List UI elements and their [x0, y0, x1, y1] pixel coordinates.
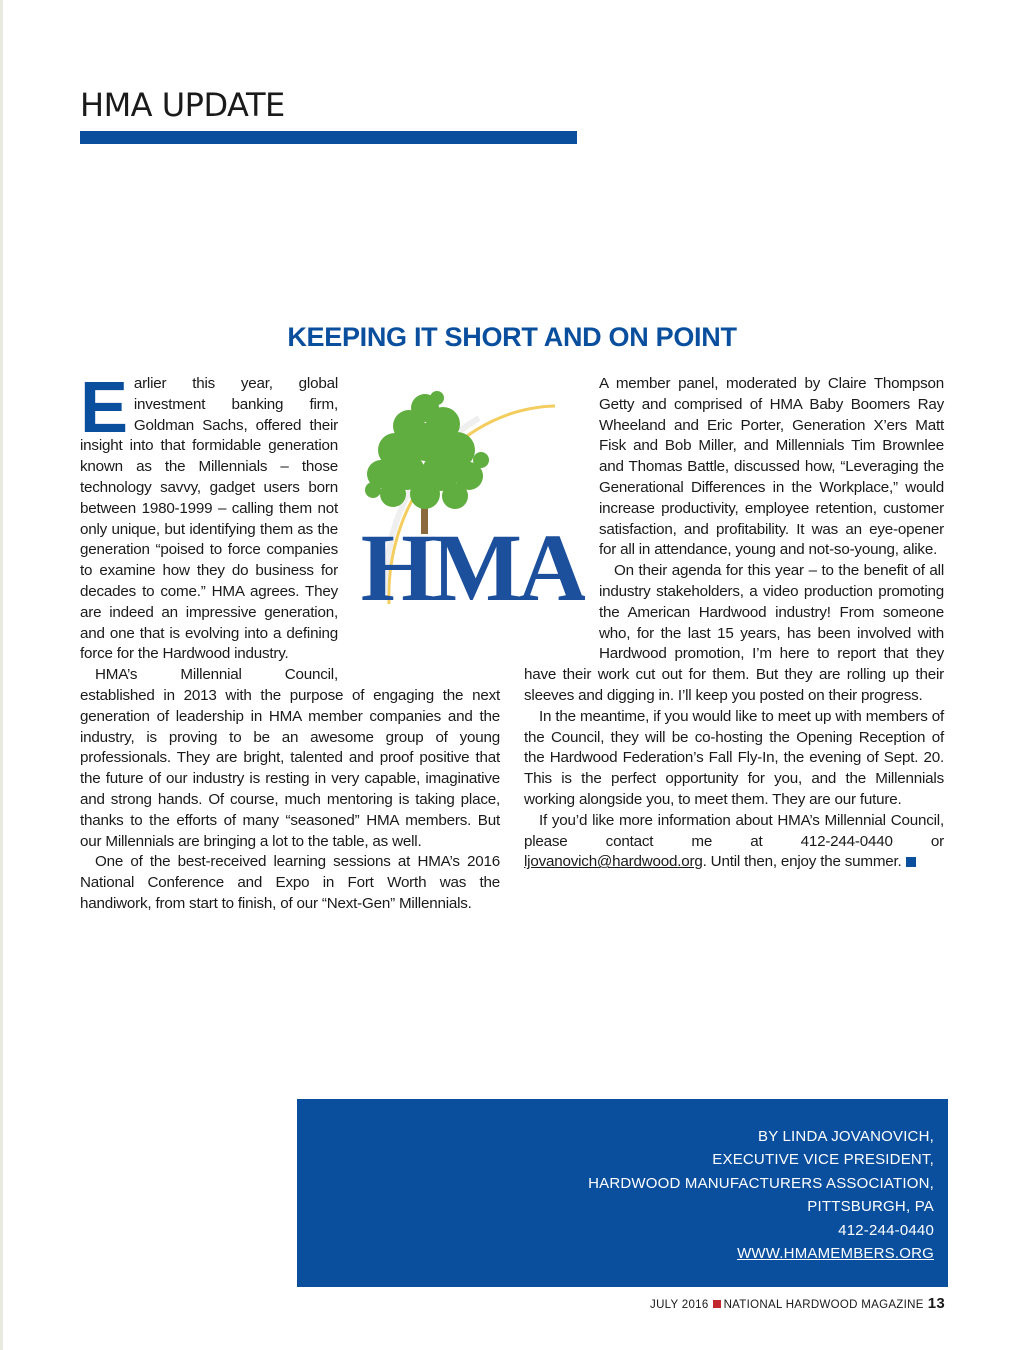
end-mark-icon — [906, 857, 916, 867]
article-paragraph: In the meantime, if you would like to meet up with members of the Council, they will be co-hosting the Opening Reception of the Hardwood Federation’s Fall Fly-In, the evening of Sept. 20. This is the perfect opportunity for you, and the Millennials working alongside you, to meet them. They are our future. — [524, 707, 944, 808]
page-edge — [0, 0, 3, 1350]
closing-text: If you’d like more information about HMA’s Millennial Council, please contact me at 412-244-0440 or — [524, 811, 944, 850]
page-number: 13 — [927, 1295, 945, 1312]
email-link[interactable]: ljovanovich@hardwood.org — [524, 853, 703, 871]
paragraph-text: arlier this year, global investment banking firm, Goldman Sachs, offered their insight into that formidable generation known as the Millennials – those technology savvy, gadget users born between 1980-1999 – calling them not only unique, but identifying them as the generation “poised to force companies to examine how they do business for decades to come.” HMA agrees. They are indeed an impressive generation, and one that is evolving into a defining force for the Hardwood industry. — [80, 375, 338, 663]
closing-text-end: . Until then, enjoy the summer. — [702, 853, 902, 871]
article-paragraph — [524, 811, 944, 873]
author-byline — [588, 1125, 934, 1265]
drop-cap: E — [80, 368, 128, 448]
section-title: HMA UPDATE — [80, 86, 285, 124]
article-paragraph: On their agenda for this year – to the benefit of all industry stakeholders, a video production promoting the American Hardwood industry! From someone who, for the last 15 years, has been involved with Hardwood promotion, I’m here to report that they have their work cut out for them. But they are rolling up their sleeves and digging in. I’ll keep you posted on their progress. — [524, 562, 944, 704]
footer-date: JULY 2016 — [650, 1299, 709, 1311]
logo-text: HMA — [360, 514, 584, 614]
footer-publication: NATIONAL HARDWOOD MAGAZINE — [723, 1299, 924, 1311]
website-link[interactable]: WWW.HMAMEMBERS.ORG — [737, 1245, 934, 1263]
logo-tree — [365, 391, 489, 534]
byline-line: HARDWOOD MANUFACTURERS ASSOCIATION, — [588, 1174, 934, 1192]
author-byline-box — [297, 1099, 948, 1287]
article-paragraph: A member panel, moderated by Claire Thompson Getty and comprised of HMA Baby Boomers Ray Wheeland and Eric Porter, Generation X’ers Matt Fisk and Bob Miller, and Millennials Tim Brownlee and Thomas Battle, discussed how, “Leveraging the Generational Differences in the Workplace,” would increase productivity, employee retention, customer satisfaction, and profitability. It was an eye-opener for all in attendance, young and not-so-young, alike. — [599, 375, 944, 559]
section-title-bar — [80, 131, 577, 144]
article-paragraph: One of the best-received learning sessions at HMA’s 2016 National Conference and Expo in Fort Worth was the handiwork, from start to finish, of our “Next-Gen” Millennials. — [80, 853, 500, 912]
byline-line: BY LINDA JOVANOVICH, — [758, 1128, 934, 1145]
article-paragraph: HMA’s Millennial Council, established in 2013 with the purpose of engaging the next generation of leadership in HMA member companies and the industry, is proving to be an awesome group of young professionals. They are bright, talented and proof positive that the future of our industry is resting in very capable, imaginative and strong hands. Of course, much mentoring is taking place, thanks to the efforts of many “seasoned” HMA members. But our Millennials are bringing a lot to the table, as well. — [80, 666, 500, 850]
article-column-right — [524, 374, 944, 873]
footer-square-icon — [713, 1300, 721, 1308]
article-headline: KEEPING IT SHORT AND ON POINT — [287, 322, 737, 352]
hma-logo — [359, 378, 585, 614]
byline-line: PITTSBURGH, PA — [807, 1198, 934, 1216]
page-footer — [650, 1295, 945, 1312]
byline-line: EXECUTIVE VICE PRESIDENT, — [712, 1151, 934, 1169]
byline-line: 412-244-0440 — [838, 1221, 934, 1239]
